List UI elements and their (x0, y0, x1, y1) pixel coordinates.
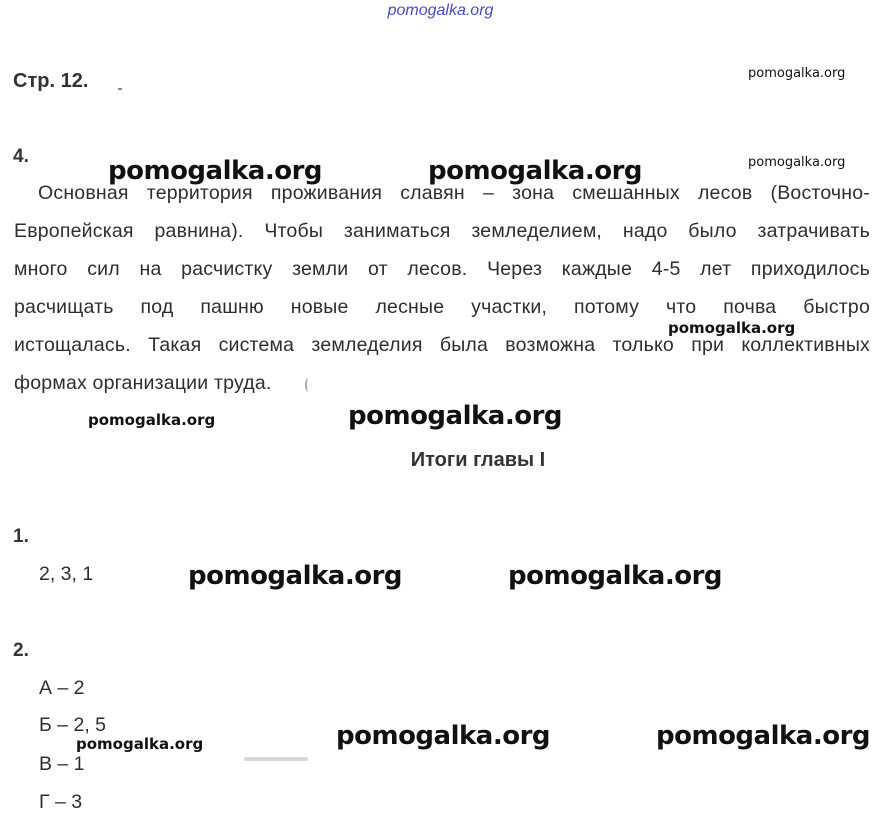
paragraph-line: истощалась. Такая система земледелия была возможна только при коллективных (14, 334, 870, 356)
paragraph-line: Европейская равнина). Чтобы заниматься земледелием, надо было затрачивать (14, 220, 870, 242)
watermark: pomogalka.org (656, 721, 871, 751)
question-2-number: 2. (13, 640, 29, 661)
page-reference: Стр. 12. (13, 70, 89, 92)
watermark: pomogalka.org (748, 66, 846, 81)
paragraph-line: много сил на расчистку земли от лесов. Через каждые 4-5 лет приходилось (14, 258, 870, 280)
watermark: pomogalka.org (88, 411, 216, 429)
task-4-number: 4. (13, 146, 29, 167)
question-2-answer-b: Б – 2, 5 (39, 714, 107, 736)
question-2-answer-v: В – 1 (39, 753, 85, 775)
question-1-answer: 2, 3, 1 (39, 563, 94, 585)
watermark: pomogalka.org (336, 721, 551, 751)
scan-smudge (244, 757, 308, 761)
watermark: pomogalka.org (348, 401, 563, 431)
watermark: pomogalka.org (668, 319, 796, 337)
watermark: pomogalka.org (188, 561, 403, 591)
watermark: pomogalka.org (748, 155, 846, 170)
scan-speck (118, 88, 122, 90)
scan-artifact (305, 378, 311, 392)
watermark: pomogalka.org (428, 156, 643, 186)
top-site-watermark: pomogalka.org (387, 2, 494, 19)
chapter-summary-title: Итоги главы I (410, 449, 546, 471)
watermark: pomogalka.org (508, 561, 723, 591)
paragraph-line: формах организации труда. (14, 372, 272, 394)
question-2-answer-a: А – 2 (39, 677, 85, 699)
watermark: pomogalka.org (108, 156, 323, 186)
paragraph-line: расчищать под пашню новые лесные участки, потому что почва быстро (14, 296, 870, 318)
paragraph-line: Основная территория проживания славян – зона смешанных лесов (Восточно- (38, 182, 870, 204)
question-2-answer-g: Г – 3 (39, 791, 83, 813)
task-4-paragraph (14, 181, 870, 409)
watermark: pomogalka.org (76, 735, 204, 753)
question-1-number: 1. (13, 526, 29, 547)
